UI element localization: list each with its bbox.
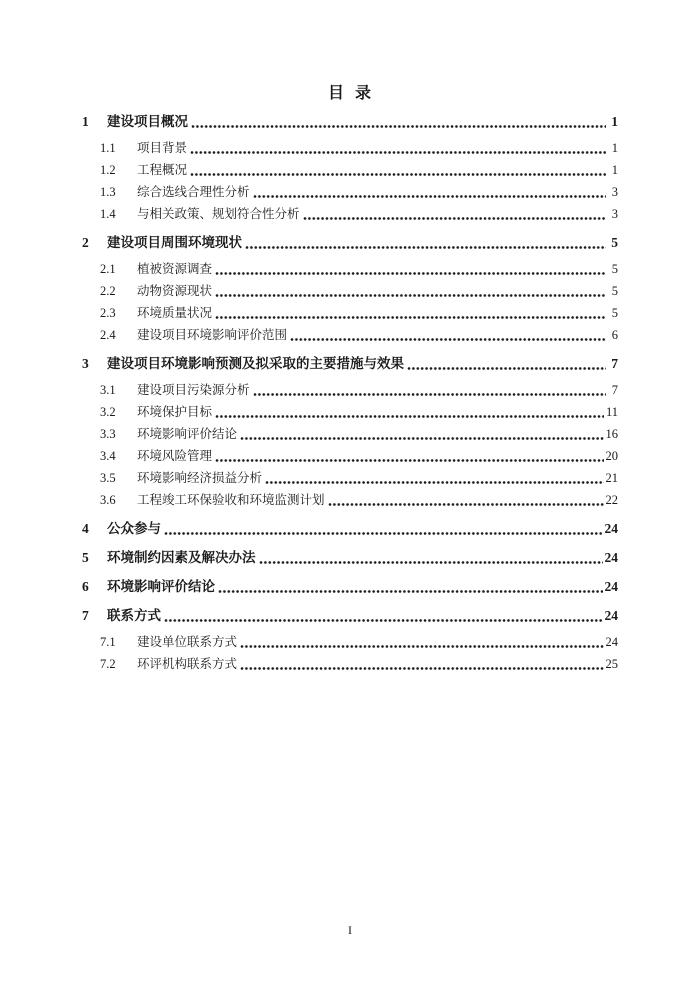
toc-entry-label: 联系方式: [107, 608, 161, 623]
toc-entry-number: 3.6: [100, 493, 116, 507]
toc-leader-dots: [215, 414, 604, 419]
toc-entry-page: 11: [605, 405, 618, 419]
toc-entry-label: 动物资源现状: [137, 284, 213, 298]
toc-leader-dots: [240, 644, 603, 649]
toc-list: [82, 111, 618, 675]
toc-leader-dots: [215, 293, 606, 298]
toc-entry: [82, 631, 618, 653]
toc-entry-page: 24: [604, 521, 618, 536]
toc-entry-number: 7.2: [100, 657, 116, 671]
toc-entry-label: 工程概况: [137, 163, 188, 177]
toc-entry-number: 2.1: [100, 262, 116, 276]
toc-entry-label: 环境影响评价结论: [137, 427, 238, 441]
toc-entry-label: 环境风险管理: [137, 449, 213, 463]
toc-leader-dots: [164, 531, 603, 536]
toc-entry: [82, 159, 618, 181]
toc-entry: [82, 203, 618, 225]
toc-entry-number: 3.3: [100, 427, 116, 441]
toc-entry-number: 3.5: [100, 471, 116, 485]
toc-entry: [82, 518, 618, 540]
toc-entry-page: 24: [604, 550, 618, 565]
toc-leader-dots: [164, 618, 603, 623]
toc-entry-label: 植被资源调查: [137, 262, 213, 276]
toc-entry: [82, 423, 618, 445]
toc-leader-dots: [259, 560, 603, 565]
toc-leader-dots: [190, 150, 606, 155]
toc-entry: [82, 653, 618, 675]
toc-entry-page: 5: [611, 306, 618, 320]
toc-entry-number: 2.2: [100, 284, 116, 298]
toc-leader-dots: [290, 337, 606, 342]
toc-entry-label: 公众参与: [107, 521, 161, 536]
toc-entry-page: 24: [605, 635, 618, 649]
toc-entry: [82, 576, 618, 598]
toc-entry-number: 1.1: [100, 141, 116, 155]
toc-title: 目 录: [327, 85, 372, 102]
toc-entry-page: 5: [611, 262, 618, 276]
toc-leader-dots: [253, 194, 606, 199]
toc-entry-label: 与相关政策、规划符合性分析: [137, 207, 300, 221]
toc-entry-page: 24: [604, 579, 618, 594]
toc-leader-dots: [191, 124, 606, 129]
toc-leader-dots: [218, 589, 603, 594]
toc-leader-dots: [328, 502, 604, 507]
toc-entry: [82, 445, 618, 467]
toc-entry: [82, 232, 618, 254]
toc-entry-label: 环境影响经济损益分析: [137, 471, 263, 485]
toc-entry-label: 项目背景: [137, 141, 188, 155]
toc-entry-label: 建设项目环境影响评价范围: [137, 328, 288, 342]
toc-entry-label: 建设单位联系方式: [137, 635, 238, 649]
toc-leader-dots: [215, 315, 606, 320]
toc-entry-page: 25: [605, 657, 618, 671]
toc-leader-dots: [240, 436, 603, 441]
toc-entry: [82, 137, 618, 159]
toc-entry-number: 6: [82, 579, 89, 594]
toc-entry-label: 建设项目概况: [107, 114, 188, 129]
toc-leader-dots: [215, 271, 606, 276]
toc-leader-dots: [190, 172, 606, 177]
toc-leader-dots: [265, 480, 603, 485]
toc-entry-page: 7: [611, 356, 618, 371]
toc-entry-page: 20: [605, 449, 618, 463]
toc-entry-label: 环境制约因素及解决办法: [107, 550, 256, 565]
toc-leader-dots: [245, 245, 606, 250]
toc-entry-label: 建设项目周围环境现状: [107, 235, 242, 250]
toc-leader-dots: [303, 216, 606, 221]
toc-entry-number: 1.4: [100, 207, 116, 221]
toc-entry-page: 1: [611, 163, 618, 177]
toc-entry-page: 1: [611, 141, 618, 155]
toc-entry-number: 7: [82, 608, 89, 623]
toc-entry-number: 4: [82, 521, 89, 536]
toc-entry-number: 1.2: [100, 163, 116, 177]
toc-entry-number: 5: [82, 550, 89, 565]
toc-entry-page: 21: [605, 471, 618, 485]
toc-entry-page: 24: [604, 608, 618, 623]
toc-leader-dots: [407, 366, 606, 371]
toc-entry-number: 1: [82, 114, 89, 129]
toc-entry-page: 16: [605, 427, 618, 441]
toc-entry-label: 环评机构联系方式: [137, 657, 238, 671]
toc-leader-dots: [215, 458, 603, 463]
toc-entry-number: 3: [82, 356, 89, 371]
toc-entry-label: 环境保护目标: [137, 405, 213, 419]
toc-entry-page: 3: [611, 207, 618, 221]
toc-entry-number: 2.4: [100, 328, 116, 342]
toc-leader-dots: [253, 392, 606, 397]
toc-entry-label: 建设项目环境影响预测及拟采取的主要措施与效果: [107, 356, 404, 371]
toc-entry-number: 3.2: [100, 405, 116, 419]
toc-entry: [82, 258, 618, 280]
toc-entry: [82, 353, 618, 375]
toc-entry-page: 1: [611, 114, 618, 129]
toc-entry-number: 2.3: [100, 306, 116, 320]
toc-entry-page: 22: [605, 493, 618, 507]
toc-entry-page: 3: [611, 185, 618, 199]
toc-entry-label: 综合选线合理性分析: [137, 185, 250, 199]
toc-leader-dots: [240, 666, 603, 671]
toc-entry-page: 6: [611, 328, 618, 342]
toc-entry: [82, 111, 618, 133]
toc-entry: [82, 302, 618, 324]
toc-entry-label: 环境质量状况: [137, 306, 213, 320]
toc-entry: [82, 280, 618, 302]
toc-entry-page: 5: [611, 284, 618, 298]
toc-entry: [82, 181, 618, 203]
toc-entry-page: 7: [611, 383, 618, 397]
toc-entry: [82, 379, 618, 401]
toc-entry-number: 3.1: [100, 383, 116, 397]
toc-entry-number: 1.3: [100, 185, 116, 199]
toc-entry: [82, 547, 618, 569]
toc-entry-label: 环境影响评价结论: [107, 579, 215, 594]
toc-entry-label: 建设项目污染源分析: [137, 383, 250, 397]
toc-entry: [82, 401, 618, 423]
toc-entry-number: 3.4: [100, 449, 116, 463]
toc-entry-number: 2: [82, 235, 89, 250]
toc-entry-number: 7.1: [100, 635, 116, 649]
toc-entry: [82, 605, 618, 627]
toc-entry-label: 工程竣工环保验收和环境监测计划: [137, 493, 325, 507]
toc-entry-page: 5: [611, 235, 618, 250]
toc-entry: [82, 489, 618, 511]
page-number-footer: I: [348, 923, 352, 937]
toc-entry: [82, 324, 618, 346]
toc-entry: [82, 467, 618, 489]
